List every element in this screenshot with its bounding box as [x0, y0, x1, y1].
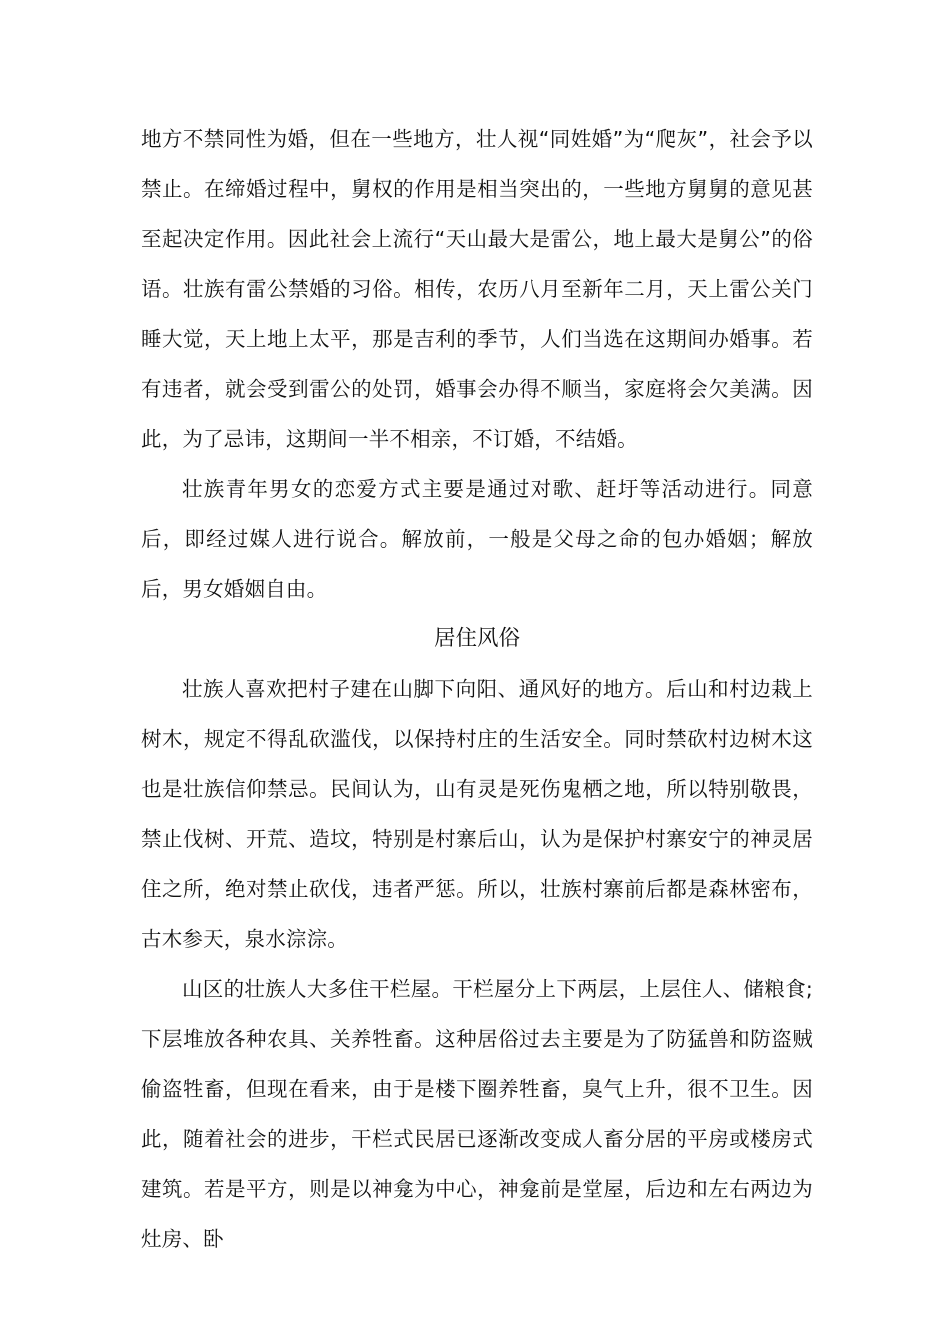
paragraph-village-location: 壮族人喜欢把村子建在山脚下向阳、通风好的地方。后山和村边栽上树木，规定不得乱砍滥伐，以保持村庄的生活安全。同时禁砍村边树木这也是壮族信仰禁忌。民间认为，山有灵是死伤鬼栖之地，所以特别敬畏，禁止伐树、开荒、造坟，特别是村寨后山，认为是保护村寨安宁的神灵居住之所，绝对禁止砍伐，违者严惩。所以，壮族村寨前后都是森林密布，古木参天，泉水淙淙。 — [141, 677, 813, 951]
paragraph-courtship: 壮族青年男女的恋爱方式主要是通过对歌、赶圩等活动进行。同意后，即经过媒人进行说合。解放前，一般是父母之命的包办婚姻；解放后，男女婚姻自由。 — [141, 477, 813, 601]
section-heading-residence: 居住风俗 — [433, 626, 520, 651]
document-page — [141, 114, 813, 1264]
paragraph-stilt-houses: 山区的壮族人大多住干栏屋。干栏屋分上下两层，上层住人、储粮食;下层堆放各种农具、关养牲畜。这种居俗过去主要是为了防猛兽和防盗贼偷盗牲畜，但现在看来，由于是楼下圈养牲畜，臭气上升，很不卫生。因此，随着社会的进步，干栏式民居已逐渐改变成人畜分居的平房或楼房式建筑。若是平方，则是以神龛为中心，神龛前是堂屋，后边和左右两边为灶房、卧 — [141, 977, 813, 1251]
paragraph-marriage-customs: 地方不禁同性为婚，但在一些地方，壮人视“同姓婚”为“爬灰”，社会予以禁止。在缔婚过程中，舅权的作用是相当突出的，一些地方舅舅的意见甚至起决定作用。因此社会上流行“天山最大是雷公，地上最大是舅公”的俗语。壮族有雷公禁婚的习俗。相传，农历八月至新年二月，天上雷公关门睡大觉，天上地上太平，那是吉利的季节，人们当选在这期间办婚事。若有违者，就会受到雷公的处罚，婚事会办得不顺当，家庭将会欠美满。因此，为了忌讳，这期间一半不相亲，不订婚，不结婚。 — [141, 127, 813, 451]
